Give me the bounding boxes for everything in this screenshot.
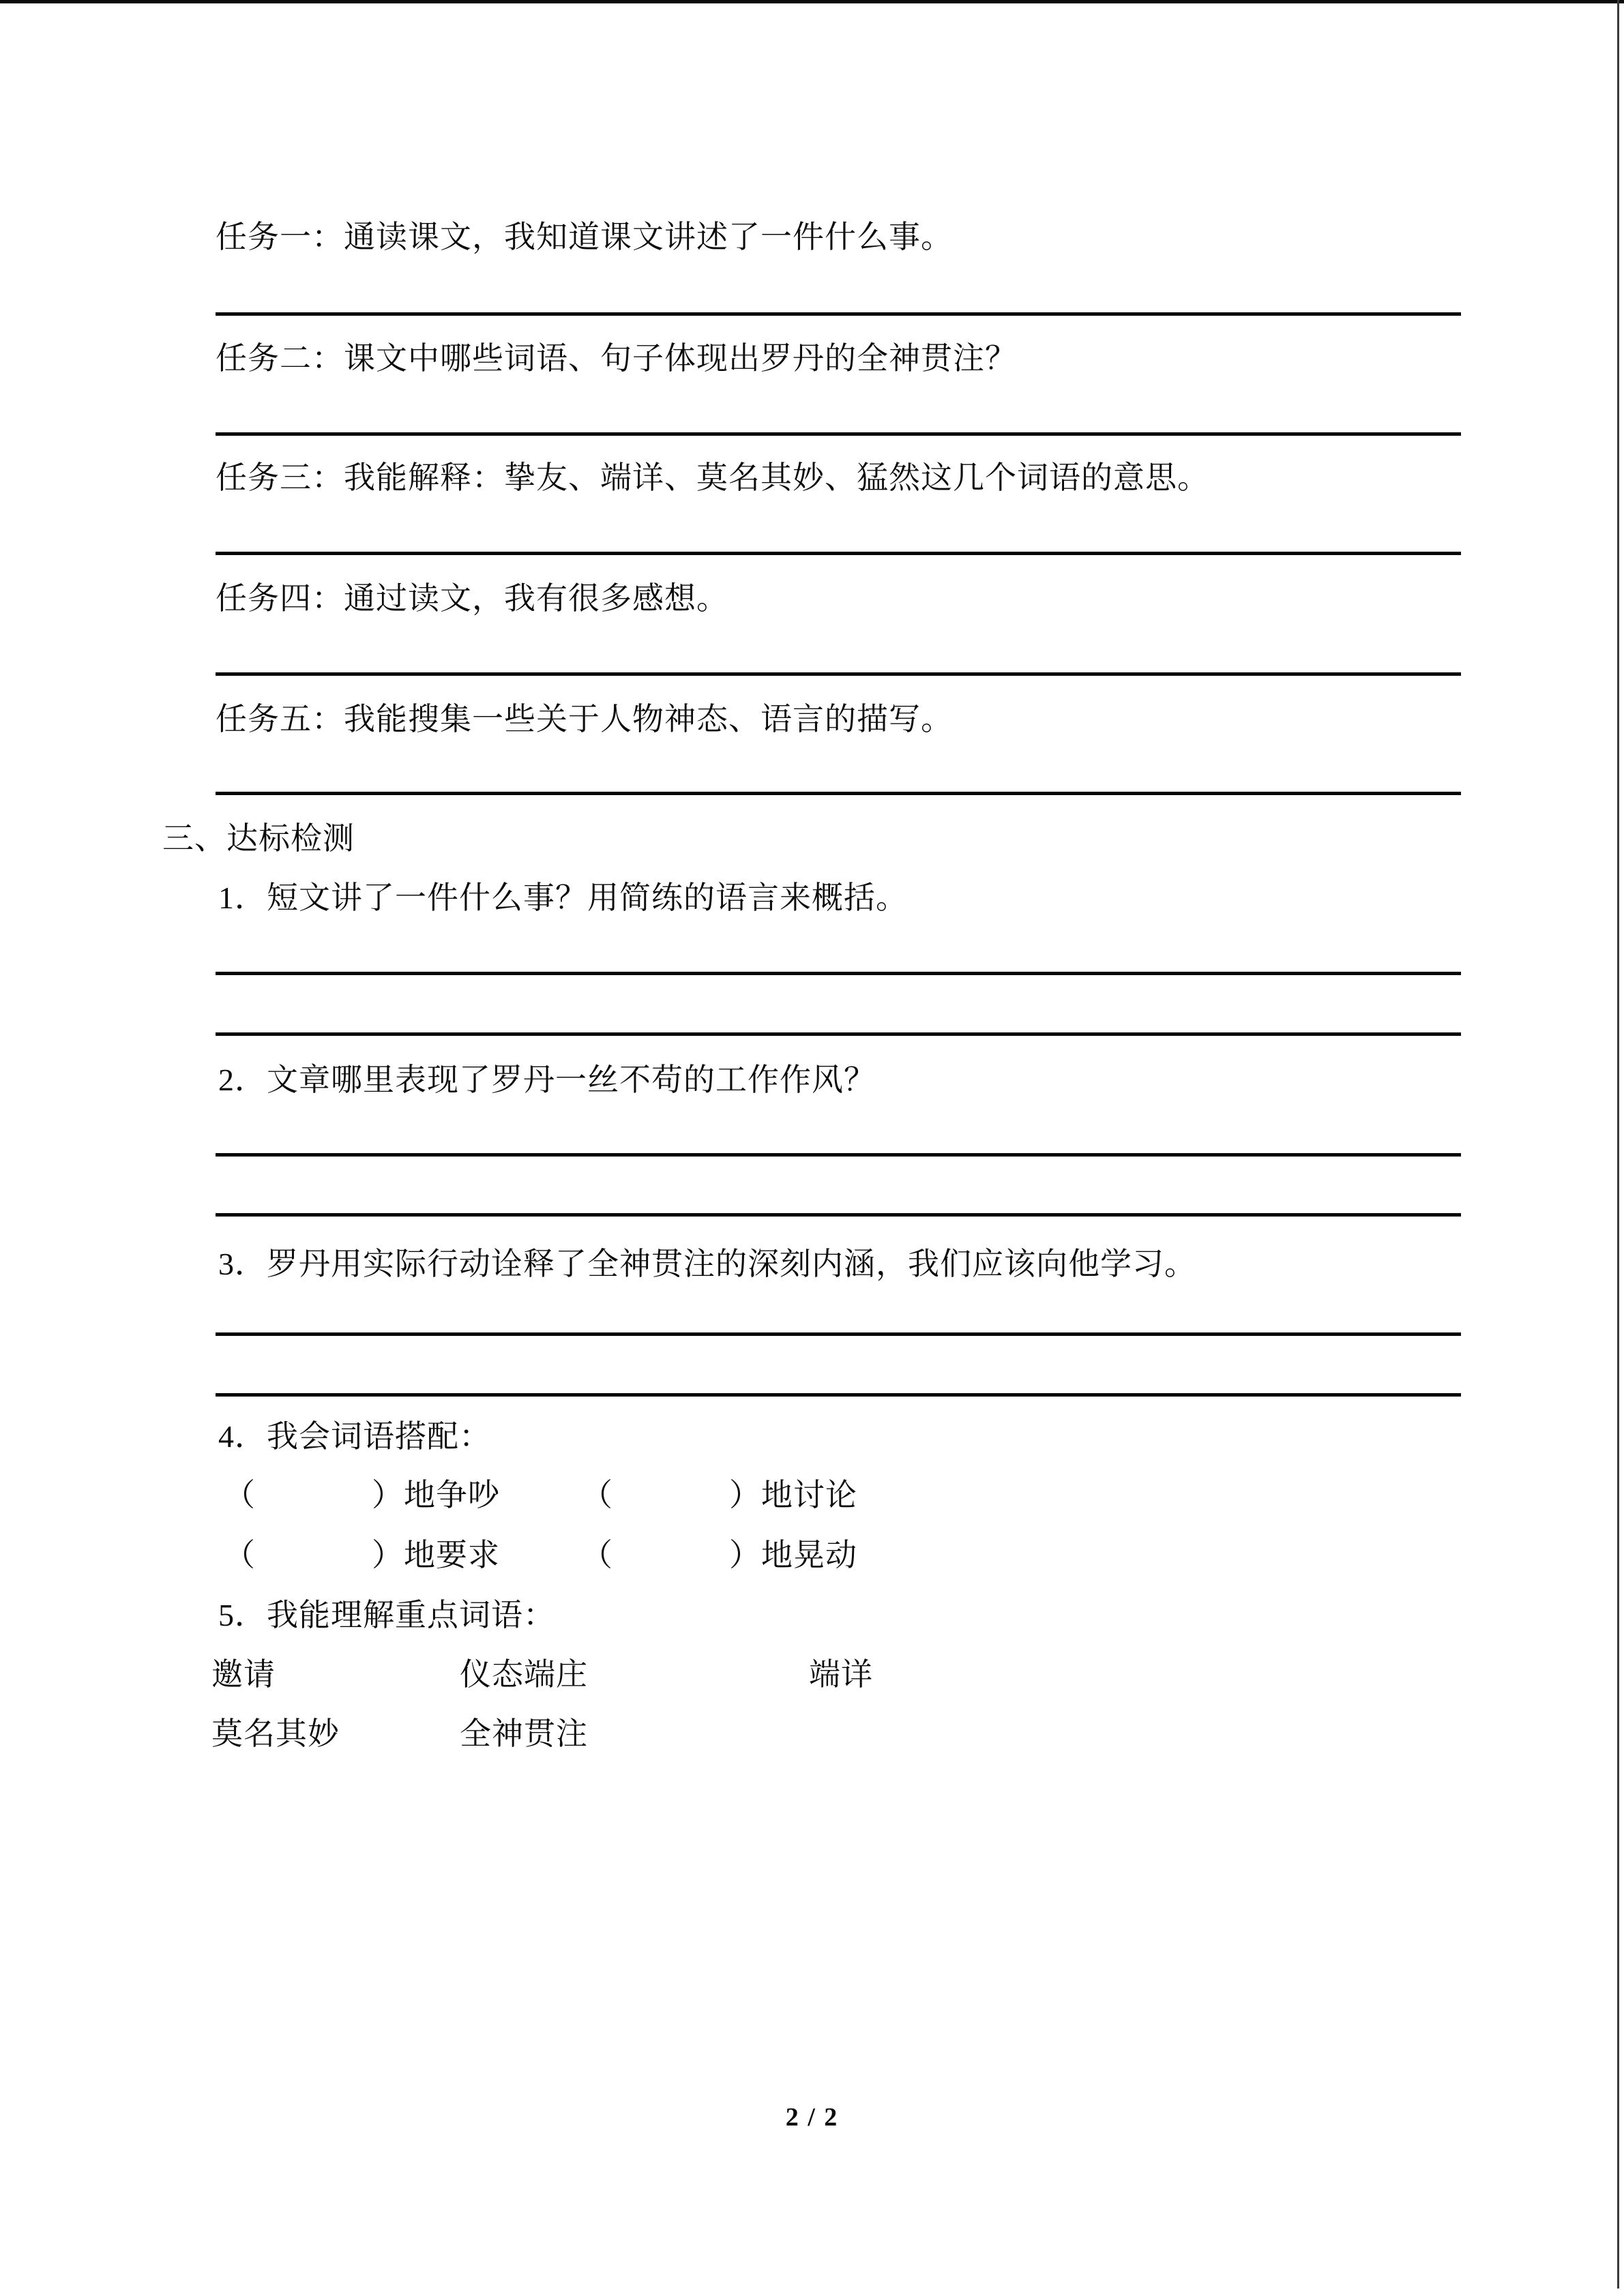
answer-line — [216, 672, 1461, 676]
matching-pair — [581, 1478, 939, 1514]
answer-line — [216, 1153, 1461, 1157]
scan-top-edge — [0, 0, 1624, 3]
question-5: 5．我能理解重点词语： — [218, 1598, 555, 1632]
answer-line — [216, 792, 1461, 795]
matching-row — [224, 1538, 939, 1574]
paren-close-word: ）地争吵 — [372, 1478, 500, 1512]
scan-right-edge — [1617, 0, 1619, 2288]
question-2: 2．文章哪里表现了罗丹一丝不苟的工作作风？ — [218, 1062, 876, 1097]
matching-row — [224, 1478, 939, 1514]
answer-line — [216, 972, 1461, 975]
answer-line — [216, 1393, 1461, 1397]
page-number: 2 / 2 — [785, 2103, 839, 2132]
task-item-1: 任务一：通读课文，我知道课文讲述了一件什么事。 — [216, 220, 953, 254]
answer-line — [216, 312, 1461, 316]
answer-line — [216, 1332, 1461, 1336]
paren-close-word: ）地要求 — [372, 1538, 500, 1572]
key-word: 仪态端庄 — [460, 1657, 588, 1692]
key-word: 莫名其妙 — [211, 1716, 340, 1751]
task-item-2: 任务二：课文中哪些词语、句子体现出罗丹的全神贯注？ — [216, 341, 1017, 376]
matching-pair — [581, 1538, 939, 1574]
key-word: 全神贯注 — [460, 1716, 588, 1751]
question-1: 1．短文讲了一件什么事？用简练的语言来概括。 — [218, 880, 908, 915]
answer-line — [216, 552, 1461, 555]
key-words-row — [211, 1716, 809, 1753]
paren-open: （ — [224, 1478, 256, 1512]
question-4: 4．我会词语搭配： — [218, 1419, 491, 1454]
matching-pair — [224, 1538, 581, 1574]
task-item-4: 任务四：通过读文，我有很多感想。 — [216, 581, 728, 616]
paren-close-word: ）地晃动 — [729, 1538, 857, 1572]
matching-pair — [224, 1478, 581, 1514]
paren-close-word: ）地讨论 — [729, 1478, 857, 1512]
key-word: 端详 — [809, 1657, 873, 1692]
task-item-3: 任务三：我能解释：挚友、端详、莫名其妙、猛然这几个词语的意思。 — [216, 460, 1209, 495]
paren-open: （ — [224, 1538, 256, 1572]
question-3: 3．罗丹用实际行动诠释了全神贯注的深刻内涵，我们应该向他学习。 — [218, 1247, 1196, 1281]
answer-line — [216, 1213, 1461, 1217]
answer-line — [216, 432, 1461, 436]
paren-open: （ — [581, 1478, 613, 1512]
paren-open: （ — [581, 1538, 613, 1572]
section-title: 三、达标检测 — [162, 821, 355, 856]
task-item-5: 任务五：我能搜集一些关于人物神态、语言的描写。 — [216, 702, 953, 736]
answer-line — [216, 1032, 1461, 1036]
key-word: 邀请 — [211, 1657, 276, 1692]
key-words-row — [211, 1657, 873, 1693]
